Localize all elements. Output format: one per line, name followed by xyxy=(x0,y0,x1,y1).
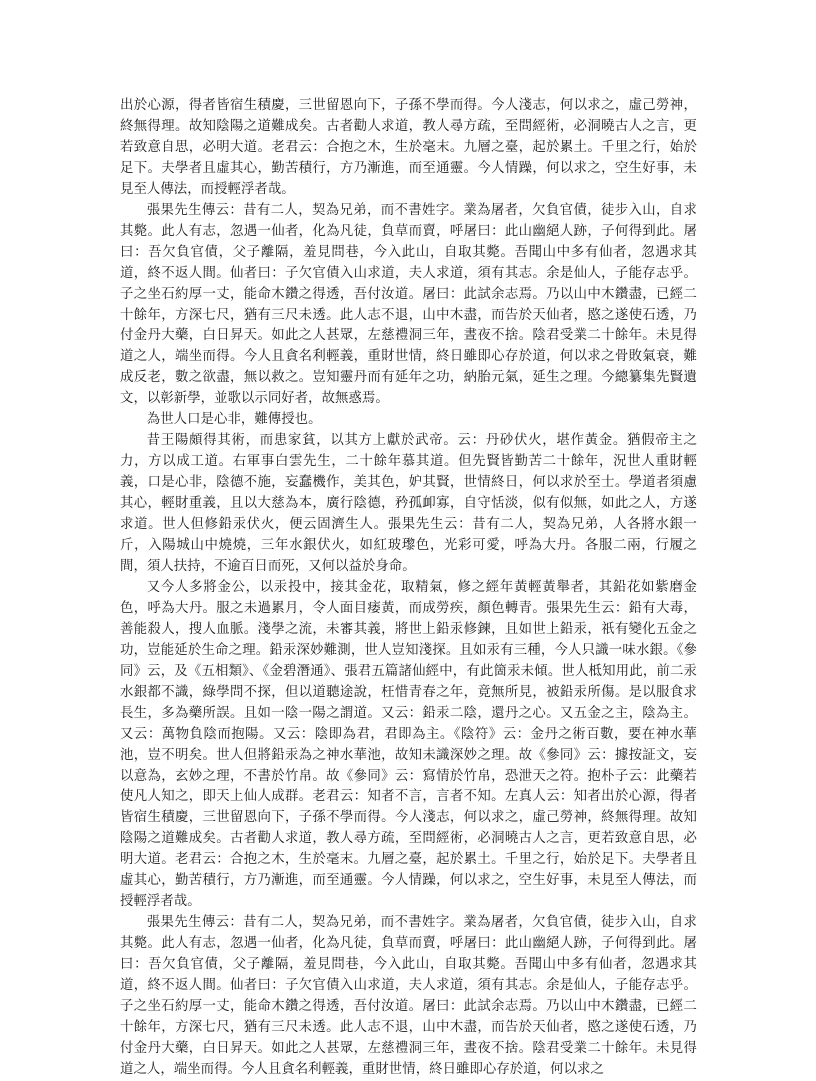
paragraph-1: 出於心源，得者皆宿生積慶，三世留恩向下，子孫不學而得。今人淺志，何以求之，虛己勞神，終無得理。故知陰陽之道難成矣。古者勸人求道，教人尋方疏，至問經術，必洞曉古人之言，更若致意自思，必明大道。老君云：合抱之木，生於毫末。九層之臺，起於累土。千里之行，始於足下。夫學者且虛其心，勤苦積行，方乃漸進，而至通靈。今人情躁，何以求之，空生好事，未見至人傳法，而授輕浮者哉。 xyxy=(120,98,697,197)
paragraph-6: 張果先生傳云：昔有二人，契為兄弟，而不書姓字。業為屠者，欠負官債，徒步入山，自求其斃。此人有志，忽遇一仙者，化為凡徒，負草而賣，呼屠曰：此山幽絕人跡，子何得到此。屠曰：吾欠負官債，父子離隔，羞見問巷，今入此山，自取其斃。吾聞山中多有仙者，忽遇求其道，終不返人間。仙者曰：子欠官債入山求道，夫人求道，須有其志。余是仙人，子能存志乎。子之坐石約厚一丈，能命木鑽之得透，吾付汝道。屠曰：此試余志焉。乃以山中木鑽盡，已經二十餘年，方深七尺，猶有三尺未透。此人志不退，山中木盡，而告於天仙者，愍之遂使石透，乃付金丹大藥，白日昇天。如此之人甚眾，左慈禮洞三年，晝夜不捨。陰君受業二十餘年。未見得道之人，端坐而得。今人且貪名利輕義，重財世情，終日雖即心存於道，何以求之 xyxy=(120,915,697,1077)
document-page xyxy=(120,96,697,1081)
paragraph-5: 又今人多將金公，以汞投中，接其金花，取精氣，修之經年黃輕黃舉者，其鉛花如紫磨金色，呼為大丹。服之未過累月，令人面目痿黃，而成勞疾，顏色轉青。張果先生云：鉛有大毒，善能殺人，搜人血脈。淺學之流，未審其義，將世上鉛汞修鍊，且如世上鉛汞，祇有變化五金之功，豈能延於生命之理。鉛汞深妙難測，世人豈知淺探。且如汞有三種，今人只識一味水銀。《參同》云，及《五相類》、《金碧潛通》、張君五篇諸仙經中，有此箇汞未傾。世人柢知用此，前二汞水銀都不識，綠學問不探，但以道聽途說，枉惜青春之年，竟無所見，被鉛汞所傷。是以服食求長生，多為藥所誤。且如一陰一陽之謂道。又云：鉛汞二陰，還丹之心。又五金之主，陰為主。又云：萬物負陰而抱陽。又云：陰即為君，君即為主。《陰符》云：金丹之術百數，要在神水華池，豈不明矣。世人但將鉛汞為之神水華池，故知未識深妙之理。故《參同》云：據按証文，妄以意為，玄妙之理，不書於竹帛。故《參同》云：寫情於竹帛，恐泄天之符。抱朴子云：此藥若使凡人知之，即天上仙人成群。老君云：知者不言，言者不知。左真人云：知者出於心源，得者皆宿生積慶，三世留恩向下，子孫不學而得。今人淺志，何以求之，虛己勞神，終無得理。故知陰陽之道難成矣。古者勸人求道，教人尋方疏，至問經術，必洞曉古人之言，更若致意自思，必明大道。老君云：合抱之木，生於毫末。九層之臺，起於累土。千里之行，始於足下。夫學者且虛其心，勤苦積行，方乃漸進，而至通靈。今人情躁，何以求之，空生好事，未見至人傳法，而授輕浮者哉。 xyxy=(120,579,697,910)
paragraph-4: 昔王陽頗得其術，而患家貧，以其方上獻於武帝。云：丹砂伏火，堪作黃金。猶假帝主之力，方以成工道。右軍事白雲先生，二十餘年慕其道。但先賢皆勤苦二十餘年，況世人重財輕義，口是心非，陰德不施，妄蠢機作，美其色，妒其賢，世情終日，何以求於至士。學道者須慮其心，輕財重義，且以大慈為本，廣行陰德，矜孤卹寡，自守恬淡，似有似無，如此之人，方遂求道。世人但修鉛汞伏火，便云固濟生人。張果先生云：昔有二人，契為兄弟，人各將水銀一斤，入陽城山中燒燒，三年水銀伏火，如紅玻瓈色，光彩可愛，呼為大丹。各服二兩，行履之間，須人扶持，不逾百日而死，又何以益於身命。 xyxy=(120,433,697,574)
paragraph-2: 張果先生傳云：昔有二人，契為兄弟，而不書姓字。業為屠者，欠負官債，徒步入山，自求其斃。此人有志，忽遇一仙者，化為凡徒，負草而賣，呼屠曰：此山幽絕人跡，子何得到此。屠曰：吾欠負官債，父子離隔，羞見問巷，今入此山，自取其斃。吾聞山中多有仙者，忽遇求其道，終不返人間。仙者曰：子欠官債入山求道，夫人求道，須有其志。余是仙人，子能存志乎。子之坐石約厚一丈，能命木鑽之得透，吾付汝道。屠曰：此試余志焉。乃以山中木鑽盡，已經二十餘年，方深七尺，猶有三尺未透。此人志不退，山中木盡，而告於天仙者，愍之遂使石透，乃付金丹大藥，白日昇天。如此之人甚眾，左慈禮洞三年，晝夜不捨。陰君受業二十餘年。未見得道之人，端坐而得。今人且貪名利輕義，重財世情，終日雖即心存於道，何以求之骨敗氣衰，難成反老，數之欲盡，無以救之。豈知靈丹而有延年之功，納胎元氣，延生之理。今總纂集先賢遺文，以彰新學，並歌以示同好者，故無惑焉。 xyxy=(120,202,697,407)
paragraph-3: 為世人口是心非，難傳授也。 xyxy=(146,412,322,428)
